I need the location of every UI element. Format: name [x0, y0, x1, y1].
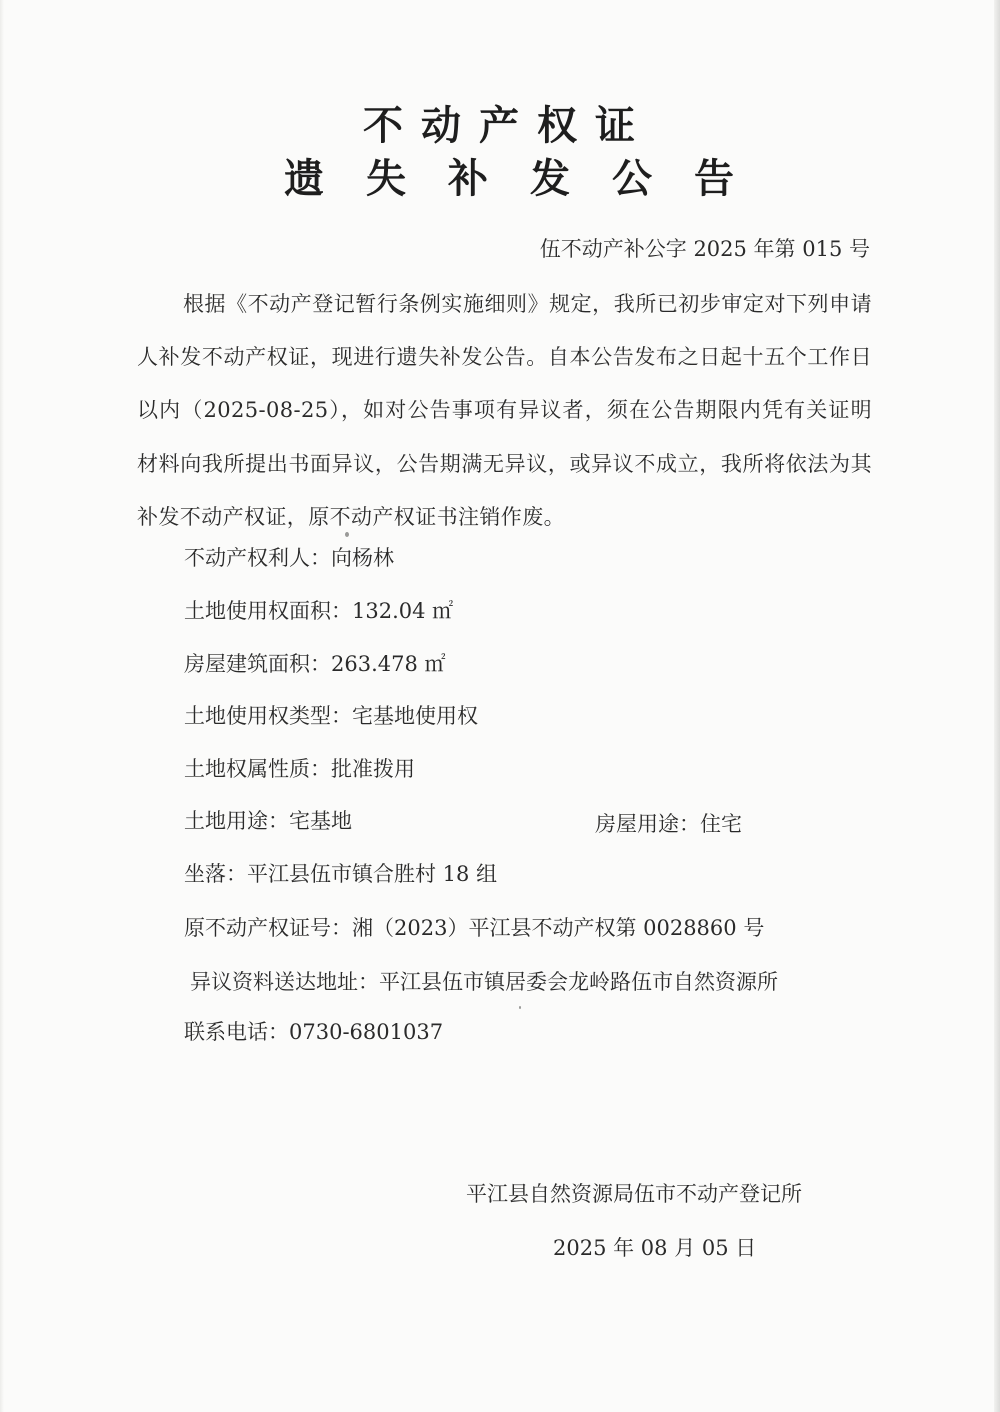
field-house-purpose-value: 住宅 — [700, 812, 742, 836]
field-original-cert-no-label: 原不动产权证号： — [184, 916, 352, 940]
document-number: 伍不动产补公字 2025 年第 015 号 — [539, 237, 870, 261]
field-land-ownership-nature-label: 土地权属性质： — [184, 757, 331, 781]
field-objection-address — [190, 966, 778, 998]
field-phone-value: 0730-6801037 — [289, 1020, 444, 1044]
field-land-use-type-label: 土地使用权类型： — [184, 704, 352, 728]
field-house-purpose-label: 房屋用途： — [595, 812, 700, 836]
field-objection-address-label: 异议资料送达地址： — [190, 970, 379, 994]
scan-edge-left — [0, 0, 4, 1412]
field-original-cert-no — [184, 912, 764, 944]
field-owner-value: 向杨林 — [331, 546, 394, 570]
field-phone — [184, 1016, 443, 1048]
field-land-purpose-value: 宅基地 — [289, 809, 352, 833]
scan-speck — [345, 532, 349, 537]
notice-body-paragraph: 根据《不动产登记暂行条例实施细则》规定，我所已初步审定对下列申请人补发不动产权证，现进行遗失补发公告。自本公告发布之日起十五个工作日以内（2025-08-25），如对公告事项有异议者，须在公告期限内凭有关证明材料向我所提出书面异议，公告期满无异议，或异议不成立，我所将依法为其补发不动产权证，原不动产权证书注销作废。 — [137, 292, 872, 529]
field-owner — [184, 542, 394, 574]
field-land-ownership-nature-value: 批准拨用 — [331, 757, 415, 781]
field-phone-label: 联系电话： — [184, 1020, 289, 1044]
notice-title-line-1: 不动产权证 — [363, 103, 653, 149]
field-land-area-label: 土地使用权面积： — [184, 599, 352, 623]
field-location — [184, 858, 497, 890]
field-land-purpose-label: 土地用途： — [184, 809, 289, 833]
field-original-cert-no-value: 湘（2023）平江县不动产权第 0028860 号 — [352, 916, 765, 940]
field-land-use-type-value: 宅基地使用权 — [352, 704, 478, 728]
issue-date: 2025 年 08 月 05 日 — [553, 1236, 757, 1260]
scan-edge-right — [994, 0, 1000, 1412]
field-building-area — [184, 648, 446, 680]
field-land-area-value: 132.04 ㎡ — [352, 599, 454, 623]
field-land-purpose — [184, 805, 352, 837]
scan-speck — [519, 1006, 521, 1009]
notice-title-line-2: 遗失补发公告 — [284, 156, 776, 202]
field-building-area-label: 房屋建筑面积： — [184, 652, 331, 676]
field-land-use-type — [184, 700, 478, 732]
field-building-area-value: 263.478 ㎡ — [331, 652, 446, 676]
field-house-purpose — [595, 808, 742, 840]
field-location-value: 平江县伍市镇合胜村 18 组 — [247, 862, 498, 886]
field-location-label: 坐落： — [184, 862, 247, 886]
field-land-area — [184, 595, 453, 627]
field-land-ownership-nature — [184, 753, 415, 785]
issuer-name: 平江县自然资源局伍市不动产登记所 — [466, 1182, 802, 1206]
field-owner-label: 不动产权利人： — [184, 546, 331, 570]
field-objection-address-value: 平江县伍市镇居委会龙岭路伍市自然资源所 — [379, 970, 778, 994]
